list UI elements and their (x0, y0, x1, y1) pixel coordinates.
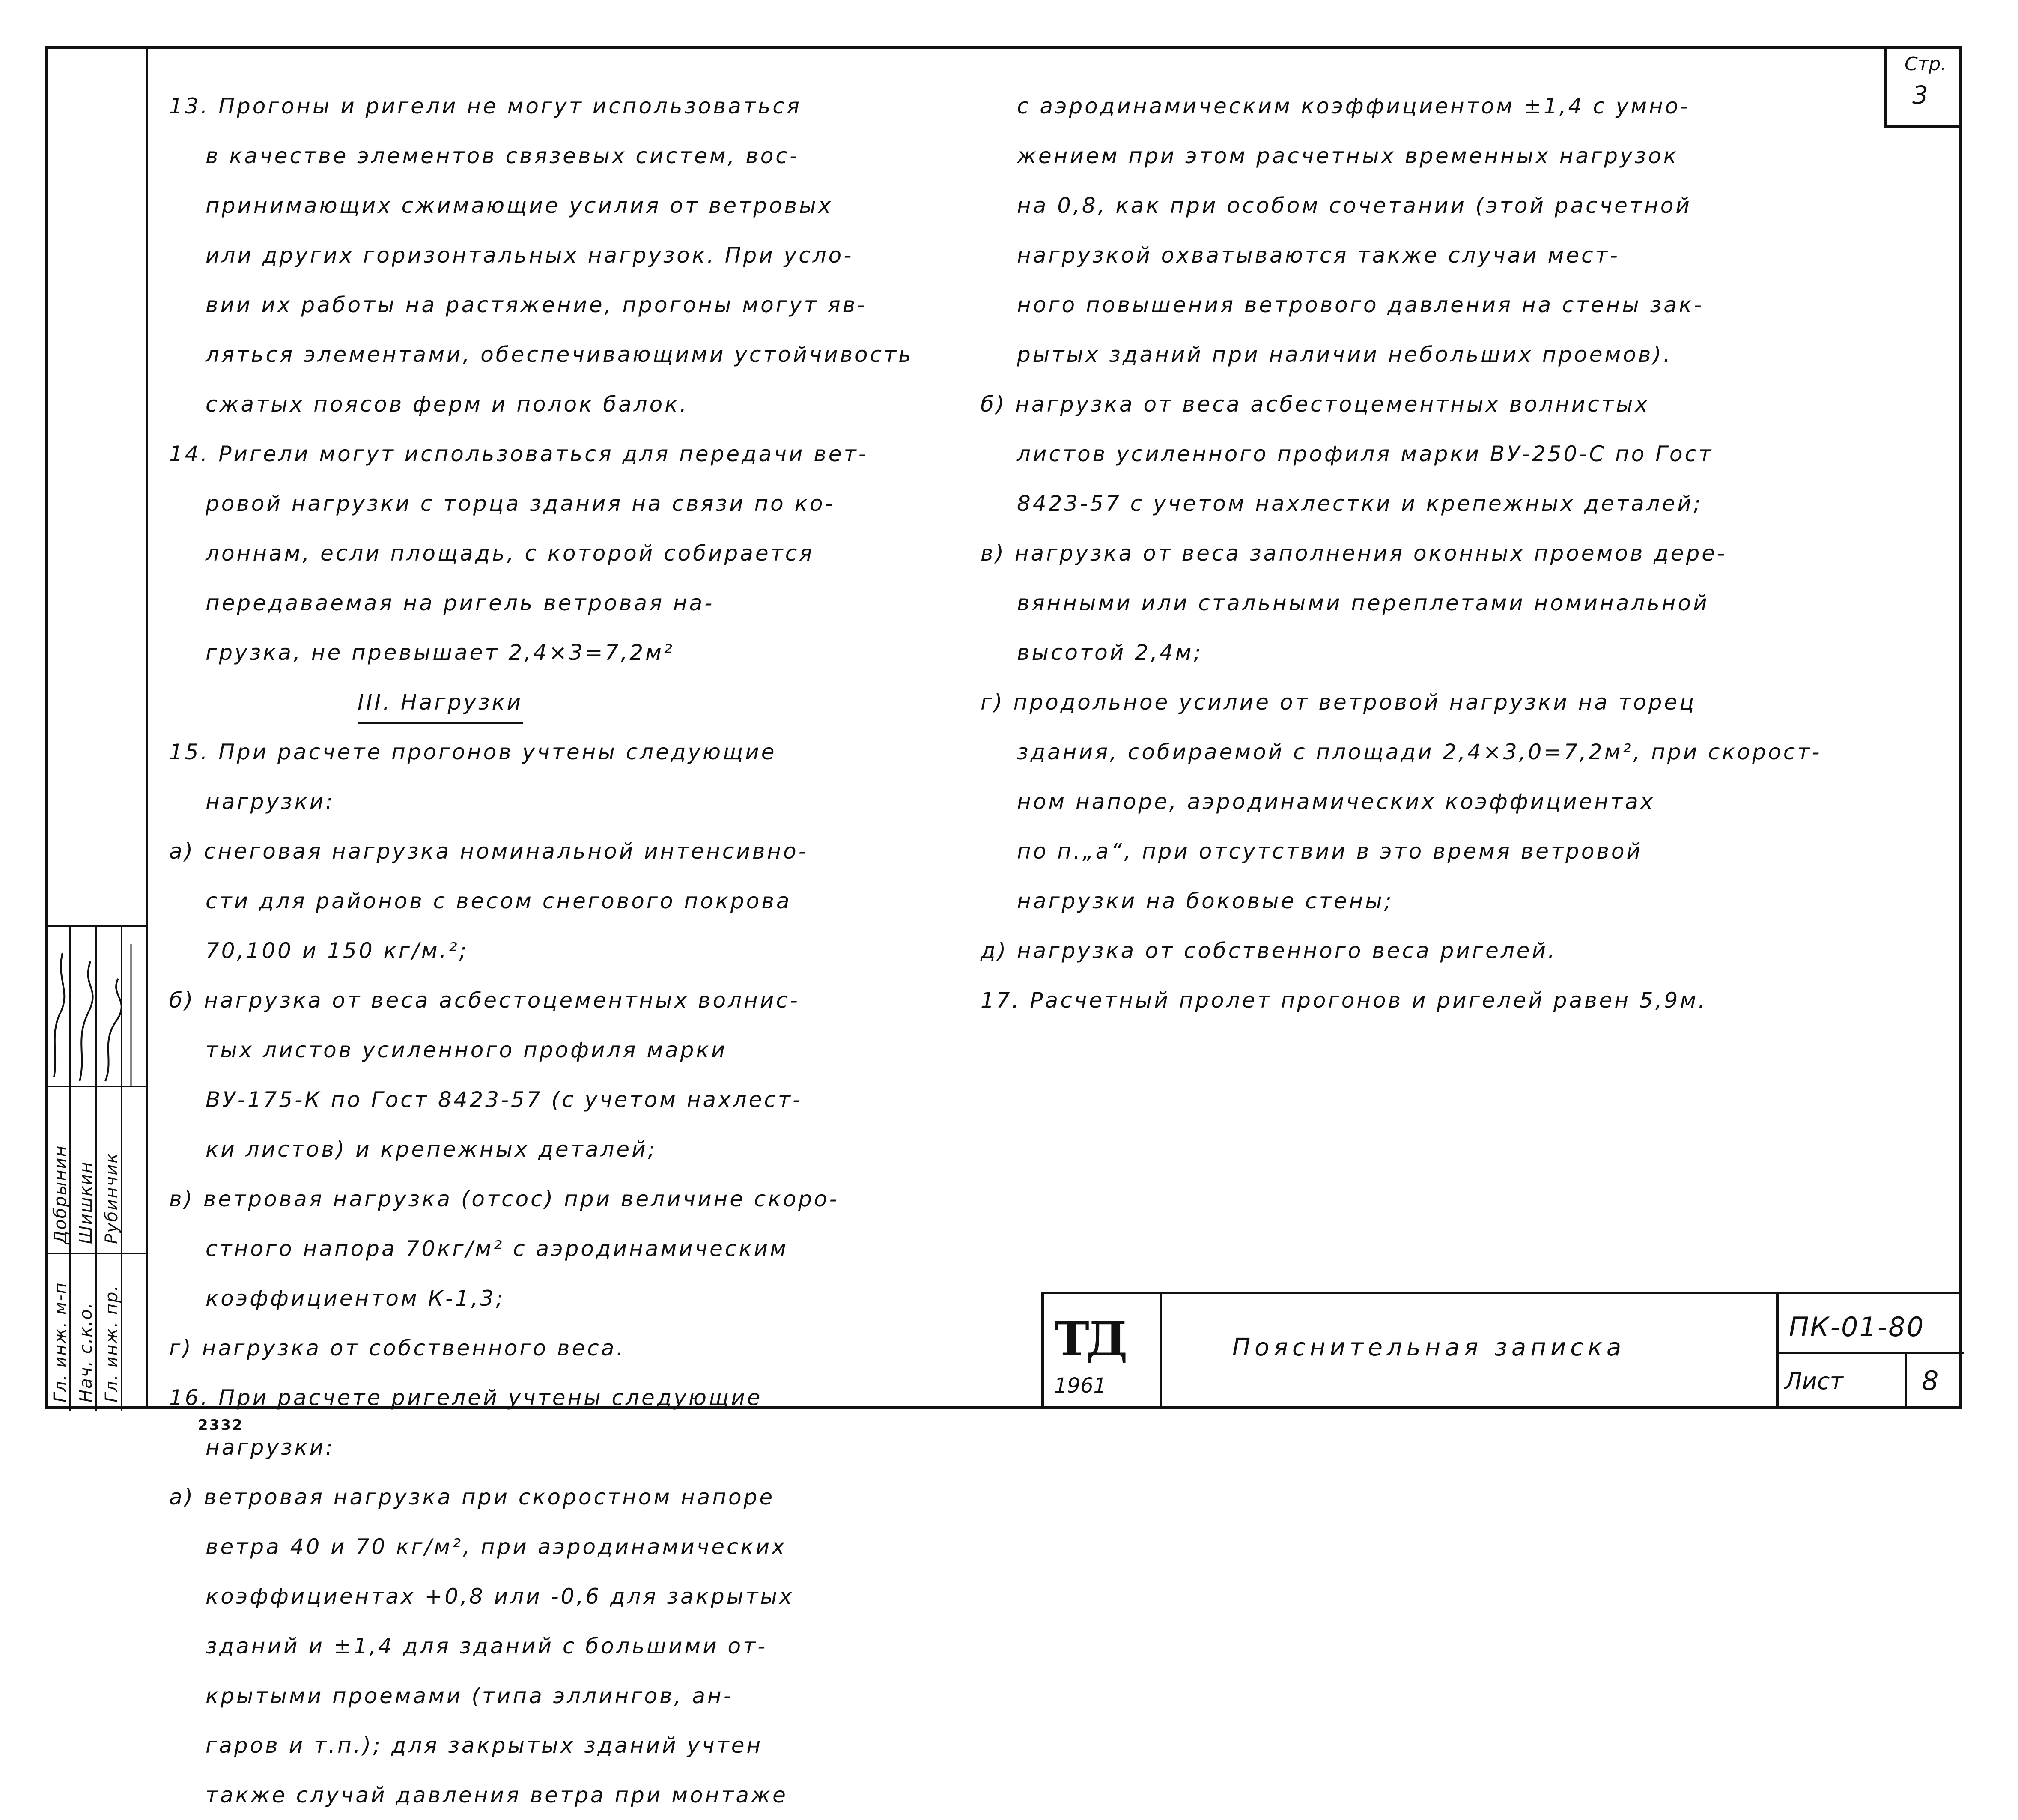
text-line: высотой 2,4м; (1017, 640, 1203, 665)
text-line: в) ветровая нагрузка (отсос) при величине скоро- (169, 1187, 839, 1211)
text-line: ветра 40 и 70 кг/м², при аэродинамических (206, 1534, 787, 1559)
text-line: ном напоре, аэродинамических коэффициентах (1017, 789, 1655, 814)
text-line: нагрузки на боковые стены; (1017, 889, 1394, 913)
title-block-divider (1776, 1352, 1964, 1354)
text-line: жением при этом расчетных временных нагрузок (1017, 143, 1678, 168)
handwritten-signatures (45, 927, 148, 1090)
text-line: принимающих сжимающие усилия от ветровых (206, 193, 833, 218)
stamp-table (45, 925, 148, 1409)
text-line: ВУ-175-К по Гост 8423-57 (с учетом нахлест- (206, 1087, 803, 1112)
text-line: листов усиленного профиля марки ВУ-250-С по Гост (1017, 442, 1714, 466)
text-line: или других горизонтальных нагрузок. При усло- (206, 243, 854, 268)
text-line: вянными или стальными переплетами номинальной (1017, 591, 1709, 615)
text-line: ровой нагрузки с торца здания на связи по ко- (206, 491, 835, 516)
text-line: здания, собираемой с площади 2,4×3,0=7,2м², при скорост- (1017, 740, 1822, 764)
text-line: 16. При расчете ригелей учтены следующие (169, 1385, 763, 1410)
text-line: лоннам, если площадь, с которой собирается (206, 541, 814, 566)
title-block-divider (1160, 1294, 1162, 1409)
text-line: г) нагрузка от собственного веса. (169, 1336, 626, 1361)
text-line: нагрузки: (206, 789, 335, 814)
text-line: рытых зданий при наличии небольших проемов). (1017, 342, 1672, 367)
archive-number: 2332 (198, 1417, 244, 1434)
document-title: Пояснительная записка (1232, 1334, 1626, 1361)
sheet-label: Лист (1785, 1368, 1843, 1395)
title-block (1041, 1292, 1962, 1409)
text-line: а) ветровая нагрузка при скоростном напоре (169, 1485, 775, 1510)
text-line: тых листов усиленного профиля марки (206, 1038, 727, 1062)
text-line: 14. Ригели могут использоваться для передачи вет- (169, 442, 868, 466)
text-line: на 0,8, как при особом сочетании (этой расчетной (1017, 193, 1692, 218)
text-line: вии их работы на растяжение, прогоны могут яв- (206, 292, 867, 317)
right-text-column (981, 81, 1944, 1025)
signature-stamp (45, 925, 148, 1409)
text-line: коэффициентах +0,8 или -0,6 для закрытых (206, 1584, 794, 1609)
section-heading: III. Нагрузки (358, 683, 523, 724)
text-line: 15. При расчете прогонов учтены следующие (169, 740, 777, 764)
text-line: 17. Расчетный пролет прогонов и ригелей равен 5,9м. (981, 988, 1708, 1013)
text-line: крытыми проемами (типа эллингов, ан- (206, 1683, 733, 1708)
text-line: сжатых поясов ферм и полок балок. (206, 392, 689, 417)
text-line: коэффициентом К-1,3; (206, 1286, 505, 1311)
page-label: Стр. (1905, 53, 1947, 75)
text-line: нагрузки: (206, 1435, 335, 1460)
text-line: б) нагрузка от веса асбестоцементных волнистых (981, 392, 1650, 417)
left-text-column (169, 81, 978, 1820)
text-line: а) снеговая нагрузка номинальной интенсивно- (169, 839, 808, 864)
text-line: по п.„а“, при отсутствии в это время ветровой (1017, 839, 1643, 864)
text-line: зданий и ±1,4 для зданий с большими от- (206, 1634, 768, 1659)
text-line: грузка, не превышает 2,4×3=7,2м² (206, 640, 674, 665)
logo-year: 1961 (1054, 1374, 1107, 1398)
text-line: ки листов) и крепежных деталей; (206, 1137, 657, 1162)
text-line: ного повышения ветрового давления на стены зак- (1017, 292, 1704, 317)
stamp-name: Добрынин (51, 1145, 70, 1244)
text-line: д) нагрузка от собственного веса ригелей. (981, 938, 1557, 963)
document-code: ПК-01-80 (1789, 1311, 1925, 1343)
text-line: в качестве элементов связевых систем, вос- (206, 143, 799, 168)
text-line: б) нагрузка от веса асбестоцементных волнис- (169, 988, 800, 1013)
stamp-role: Нач. с.к.о. (76, 1302, 96, 1402)
text-line: в) нагрузка от веса заполнения оконных проемов дере- (981, 541, 1727, 566)
text-line: сти для районов с весом снегового покрова (206, 889, 792, 913)
stamp-role: Гл. инж. м-п (51, 1282, 70, 1402)
page-number: 3 (1912, 81, 1928, 110)
stamp-divider (45, 1253, 148, 1254)
organization-logo: ТД (1054, 1311, 1124, 1366)
text-line: 8423-57 с учетом нахлестки и крепежных деталей; (1017, 491, 1703, 516)
text-line: гаров и т.п.); для закрытых зданий учтен (206, 1733, 763, 1758)
text-line: с аэродинамическим коэффициентом ±1,4 с умно- (1017, 94, 1690, 119)
stamp-role: Гл. инж. пр. (102, 1284, 122, 1402)
sheet-number: 8 (1922, 1365, 1939, 1396)
text-line: передаваемая на ригель ветровая на- (206, 591, 715, 615)
text-line: нагрузкой охватываются также случаи мест- (1017, 243, 1620, 268)
text-line: стного напора 70кг/м² с аэродинамическим (206, 1236, 788, 1261)
text-line: ляться элементами, обеспечивающими устойчивость (206, 342, 913, 367)
stamp-name: Шишкин (76, 1161, 96, 1244)
stamp-name: Рубинчик (102, 1152, 122, 1244)
text-line: г) продольное усилие от ветровой нагрузки на торец (981, 690, 1696, 715)
text-line: 70,100 и 150 кг/м.²; (206, 938, 469, 963)
text-line: 13. Прогоны и ригели не могут использоваться (169, 94, 802, 119)
text-line: также случай давления ветра при монтаже (206, 1783, 788, 1808)
title-block-divider (1905, 1354, 1907, 1409)
